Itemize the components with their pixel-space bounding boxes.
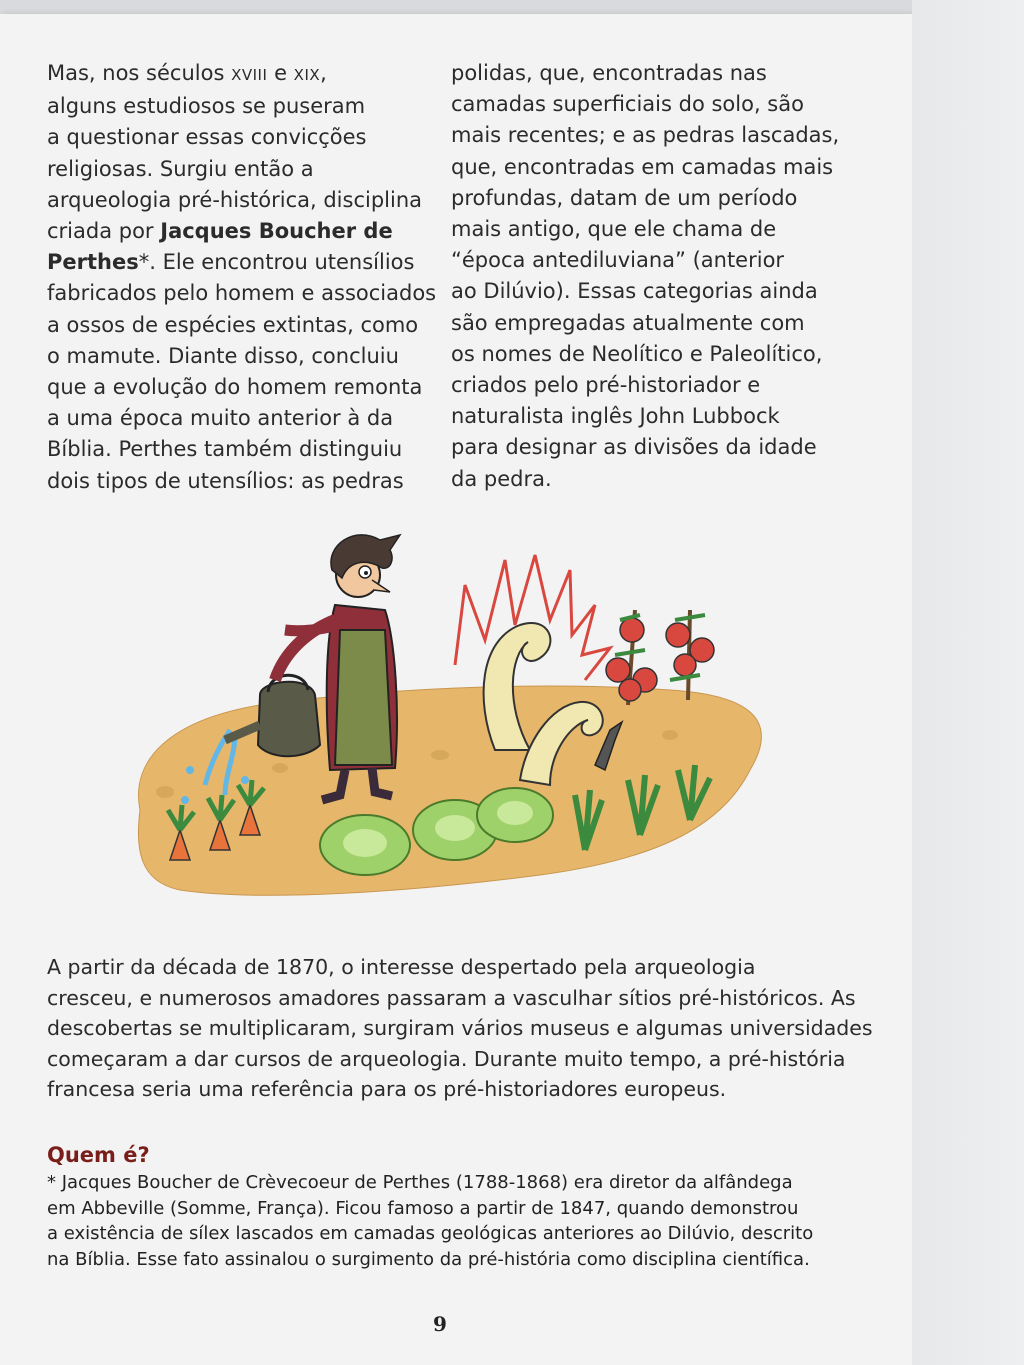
text-line: da pedra.: [451, 466, 552, 491]
text-line: * Jacques Boucher de Crèvecoeur de Perthes (1788-1868) era diretor da alfândega: [47, 1172, 793, 1193]
text-line: criados pelo pré-historiador e: [451, 373, 761, 398]
text-line: mais recentes; e as pedras lascadas,: [451, 123, 840, 148]
page-number: 9: [433, 1312, 447, 1336]
text-line: o mamute. Diante disso, concluiu: [47, 343, 399, 368]
text-line: francesa seria uma referência para os pré-historiadores europeus.: [47, 1077, 727, 1101]
text-line: a existência de sílex lascados em camadas geológicas anteriores ao Dilúvio, descrito: [47, 1223, 814, 1244]
soil-patch: [138, 686, 761, 895]
text-line: a uma época muito anterior à da: [47, 406, 394, 431]
text-line: naturalista inglês John Lubbock: [451, 404, 780, 429]
bold-name: Perthes: [47, 250, 139, 275]
quem-e-heading: Quem é?: [47, 1143, 150, 1167]
gardener-illustration: [110, 530, 770, 910]
body-paragraph: [47, 952, 873, 1105]
text-line: criada por Jacques Boucher de: [47, 219, 393, 244]
watering-can: [258, 682, 320, 756]
text-line: alguns estudiosos se puseram: [47, 94, 366, 119]
quem-e-body: [47, 1170, 837, 1272]
text-line: polidas, que, encontradas nas: [451, 61, 767, 85]
text-line: profundas, datam de um período: [451, 185, 798, 210]
text-line: que, encontradas em camadas mais: [451, 154, 834, 179]
text-line: a ossos de espécies extintas, como: [47, 312, 419, 337]
text-line: “época antediluviana” (anterior: [451, 248, 785, 273]
text-line: mais antigo, que ele chama de: [451, 217, 777, 242]
text-line: descobertas se multiplicaram, surgiram vários museus e algumas universidades: [47, 1016, 873, 1040]
right-text-column: [451, 58, 840, 495]
bold-name: Jacques Boucher de: [160, 219, 393, 244]
text-line: Perthes*. Ele encontrou utensílios: [47, 250, 415, 275]
text-line: em Abbeville (Somme, França). Ficou famoso a partir de 1847, quando demonstrou: [47, 1197, 799, 1219]
text-line: religiosas. Surgiu então a: [47, 156, 314, 181]
text-line: na Bíblia. Esse fato assinalou o surgimento da pré-história como disciplina científica.: [47, 1248, 810, 1270]
text-line: A partir da década de 1870, o interesse despertado pela arqueologia: [47, 955, 756, 979]
text-line: que a evolução do homem remonta: [47, 375, 423, 400]
text-line: camadas superficiais do solo, são: [451, 92, 804, 117]
text-line: para designar as divisões da idade: [451, 435, 817, 460]
text-line: a questionar essas convicções: [47, 125, 367, 150]
text-line: cresceu, e numerosos amadores passaram a vasculhar sítios pré-históricos. As: [47, 985, 856, 1010]
text-line: os nomes de Neolítico e Paleolítico,: [451, 341, 823, 366]
text-line: Bíblia. Perthes também distinguiu: [47, 437, 403, 462]
text-line: dois tipos de utensílios: as pedras: [47, 468, 404, 493]
text-line: arqueologia pré-histórica, disciplina: [47, 187, 422, 212]
text-line: Mas, nos séculos XVIII e XIX,: [47, 61, 327, 85]
text-line: são empregadas atualmente com: [451, 310, 805, 335]
background-surface: [912, 0, 1024, 1365]
quem-e-box: [47, 1140, 837, 1272]
text-line: ao Dilúvio). Essas categorias ainda: [451, 279, 818, 304]
text-line: fabricados pelo homem e associados: [47, 281, 437, 306]
left-text-column: [47, 58, 437, 497]
text-line: começaram a dar cursos de arqueologia. Durante muito tempo, a pré-história: [47, 1046, 846, 1071]
